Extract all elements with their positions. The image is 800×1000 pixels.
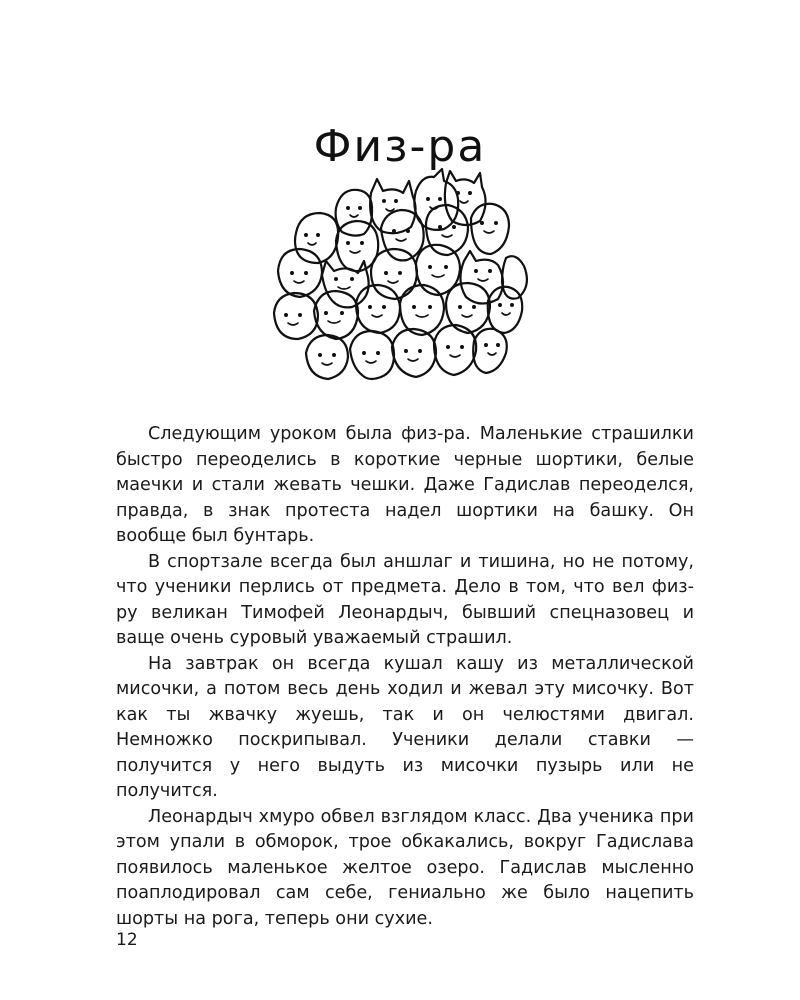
paragraph: На завтрак он всегда кушал кашу из металлической мисочки, а потом весь день ходил и жевал эту мисочку. Вот как ты жвачку жуешь, так и он челюстями двигал. Немножко поскрипывал. Ученики делали ставки — получится у него выдуть из мисочки пузырь или не получится. xyxy=(116,653,694,801)
chapter-body xyxy=(116,422,694,932)
ghosts-cluster-icon xyxy=(266,163,536,393)
ghost-mouths xyxy=(288,201,510,365)
chapter-title: Физ-ра xyxy=(313,121,487,173)
paragraph: Следующим уроком была физ-ра. Маленькие страшилки быстро переоделись в короткие черные шортики, белые маечки и стали жевать чешки. Даже Гадислав переоделся, правда, в знак протеста надел шортики на башку. Он вообще был бунтарь. xyxy=(116,424,694,546)
page-number: 12 xyxy=(116,930,138,950)
paragraph: Леонардыч хмуро обвел взглядом класс. Два ученика при этом упали в обморок, трое обкакались, вокруг Гадислава появилось маленькое желтое озеро. Гадислав мысленно поаплодировал сам себе, гениально же было нацепить шорты на рога, теперь они сухие. xyxy=(116,806,694,929)
paragraph: В спортзале всегда был аншлаг и тишина, но не потому, что ученики перлись от предмета. Дело в том, что вел физ-ру великан Тимофей Леонардыч, бывший спецназовец и ваще очень суровый уважаемый страшил. xyxy=(116,551,694,648)
